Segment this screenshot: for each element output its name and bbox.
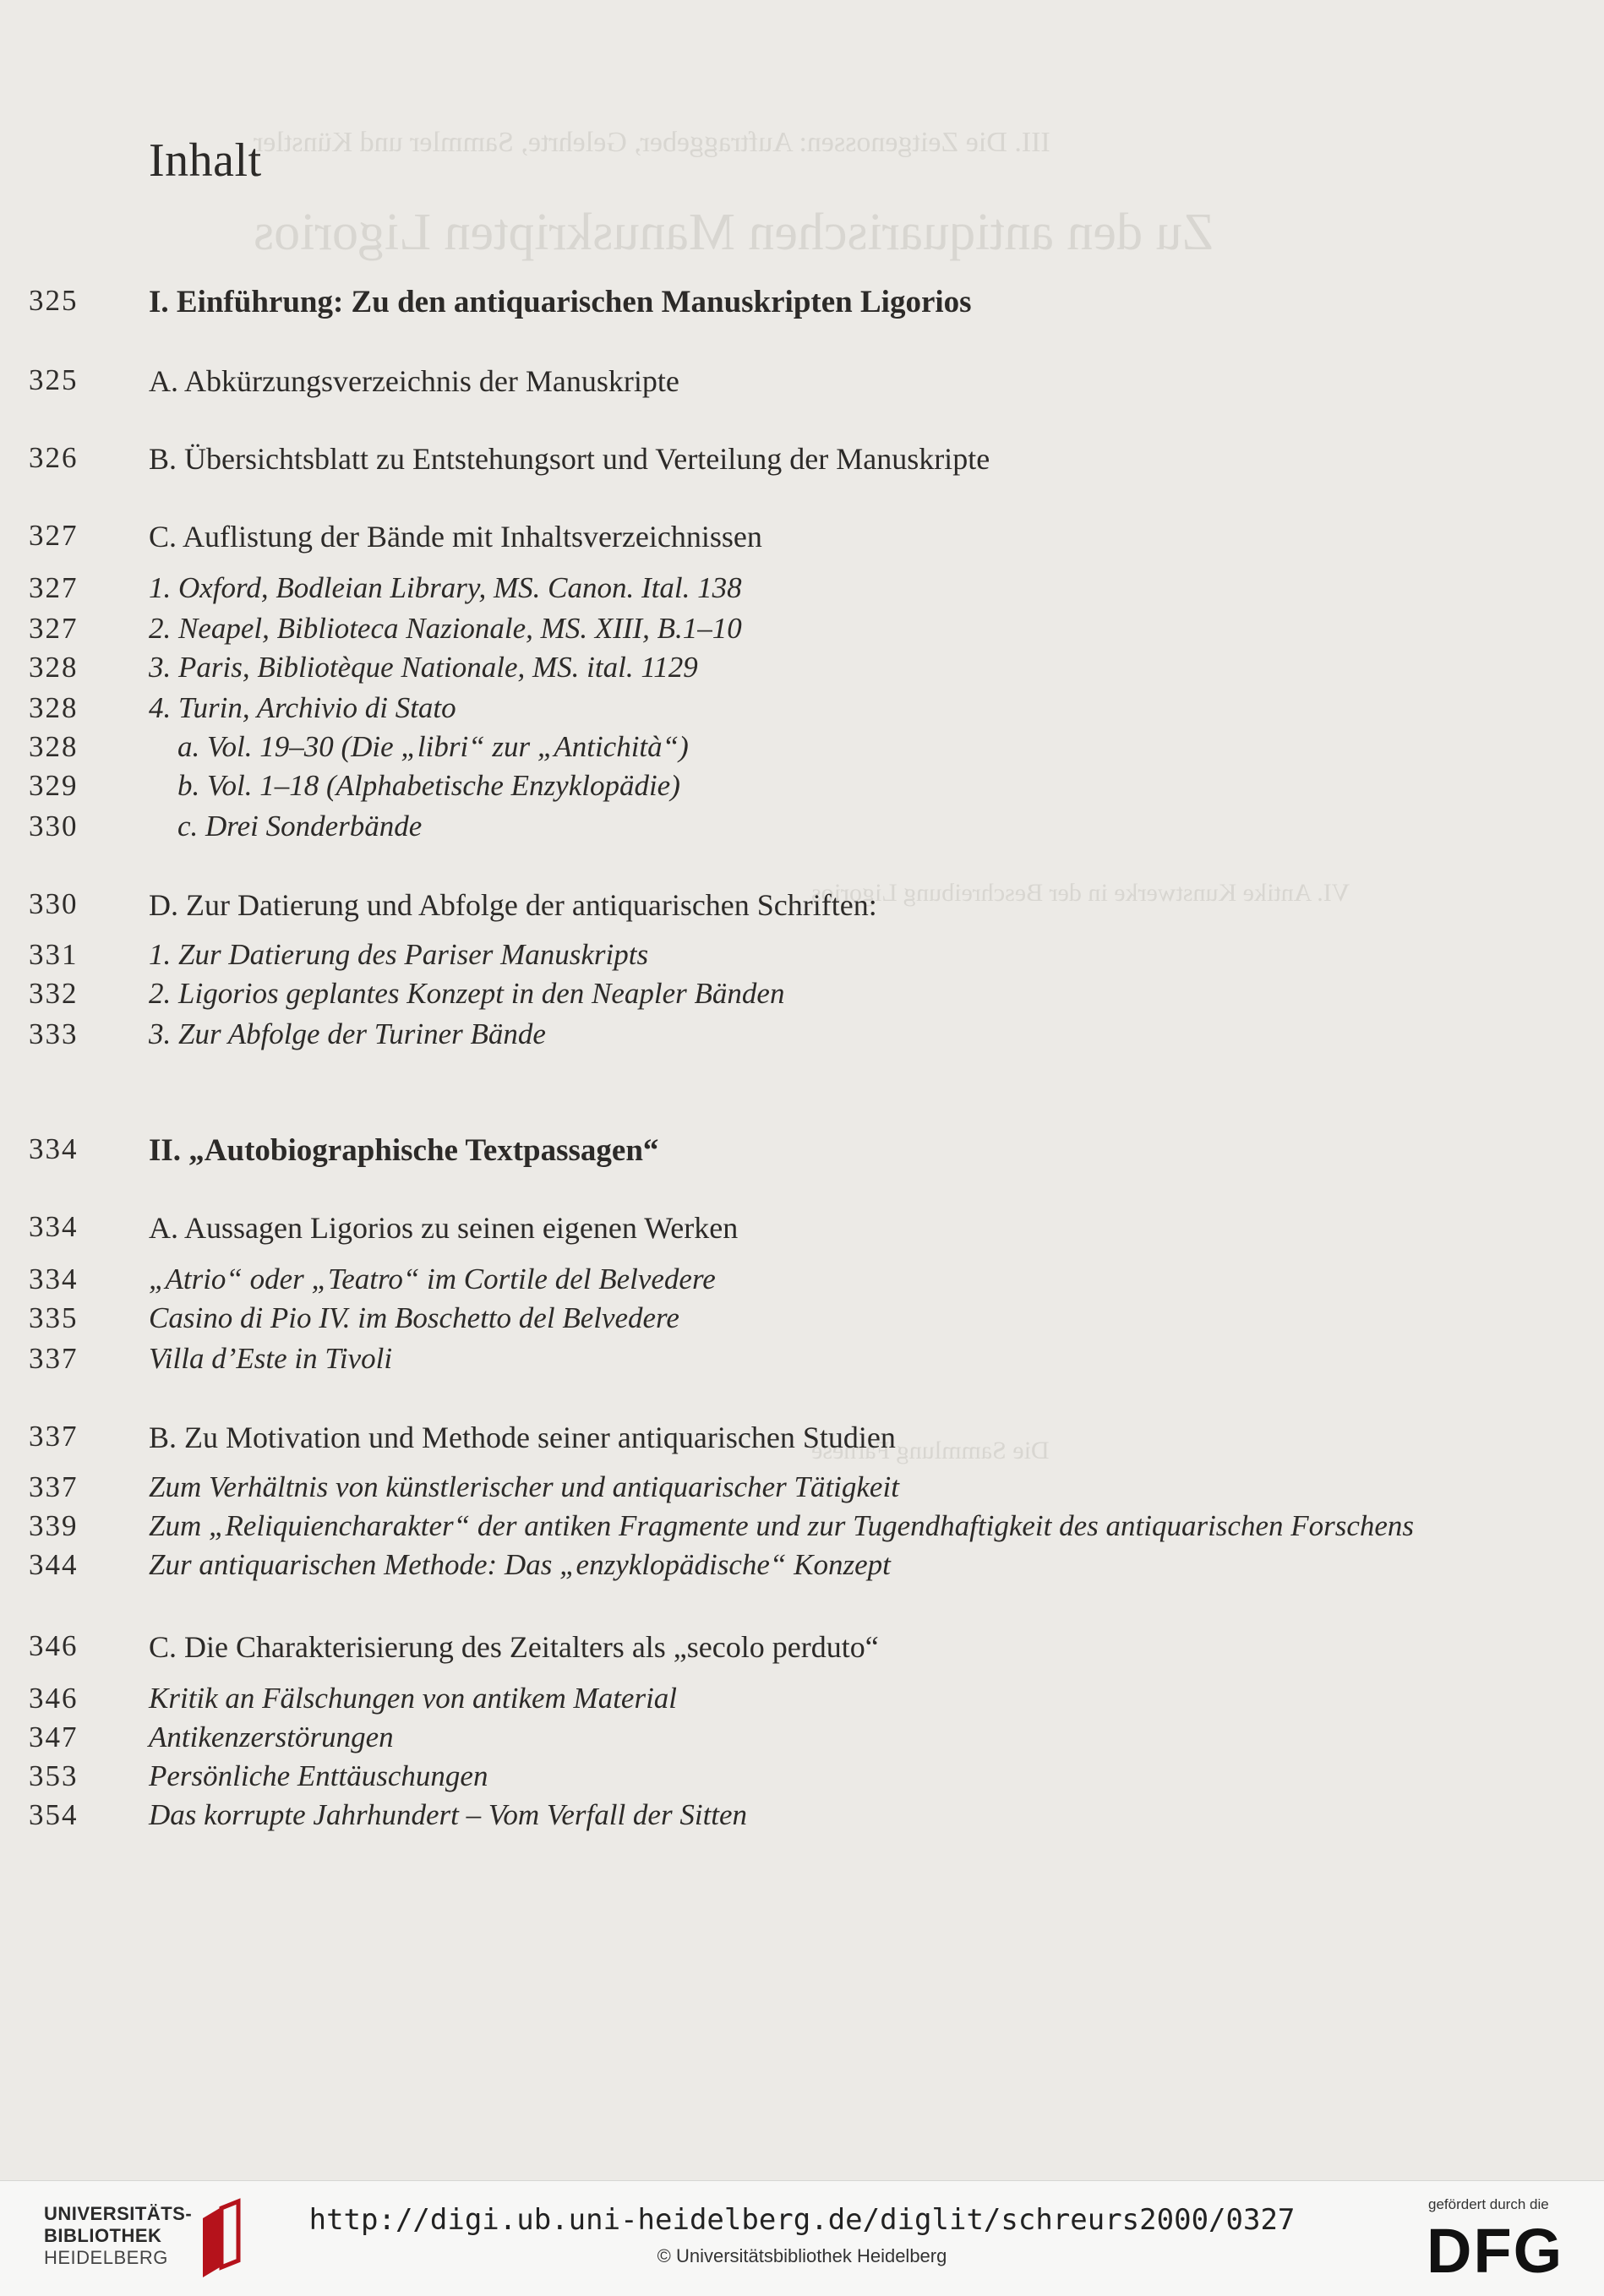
toc-entry [0, 441, 1604, 478]
toc-entry [0, 1759, 1604, 1797]
toc-entry-title: 1. Zur Datierung des Pariser Manuskripts [149, 938, 649, 971]
toc-page-number: 335 [29, 1301, 79, 1334]
footer-bar [0, 2180, 1604, 2296]
dfg-logo [1427, 2222, 1579, 2277]
toc-entry-title: a. Vol. 19–30 (Die „libri“ zur „Antichità“) [177, 730, 689, 763]
toc-page-number: 330 [29, 810, 79, 843]
toc-entry-title: Zum „Reliquiencharakter“ der antiken Fragmente und zur Tugendhaftigkeit des antiquarischen Forschens [149, 1509, 1415, 1542]
toc-entry-title: Antikenzerstörungen [149, 1721, 394, 1753]
toc-page-number: 346 [29, 1629, 79, 1662]
toc-entry-title: Persönliche Enttäuschungen [149, 1759, 488, 1792]
toc-page-number: 327 [29, 612, 79, 645]
toc-entry [0, 363, 1604, 401]
toc-page-number: 334 [29, 1263, 79, 1295]
toc-entry [0, 1509, 1604, 1546]
funding-label: gefördert durch die [1428, 2196, 1549, 2212]
toc-entry-title: II. „Autobiographische Textpassagen“ [149, 1133, 659, 1168]
toc-entry [0, 1470, 1604, 1508]
toc-entry [0, 1210, 1604, 1247]
svg-text:DFG: DFG [1427, 2222, 1564, 2277]
toc-entry [0, 1721, 1604, 1758]
copyright-notice: © Universitätsbibliothek Heidelberg [657, 2245, 947, 2266]
toc-entry-title: Kritik an Fälschungen von antikem Material [149, 1682, 678, 1715]
toc-page-number: 346 [29, 1682, 79, 1715]
toc-page-number: 328 [29, 730, 79, 763]
toc-entry-title: A. Abkürzungsverzeichnis der Manuskripte [149, 364, 679, 398]
toc-entry-title: 2. Neapel, Biblioteca Nazionale, MS. XIII, B.1–10 [149, 612, 742, 645]
toc-page-number: 331 [29, 938, 79, 971]
toc-entry-title: 1. Oxford, Bodleian Library, MS. Canon. Ital. 138 [149, 571, 742, 604]
toc-entry [0, 1629, 1604, 1666]
toc-entry [0, 1301, 1604, 1339]
toc-page-number: 327 [29, 519, 79, 552]
toc-page-number: 337 [29, 1342, 79, 1375]
toc-page-number: 328 [29, 691, 79, 724]
toc-page-number: 326 [29, 441, 79, 474]
toc-page-number: 353 [29, 1759, 79, 1792]
toc-page-number: 325 [29, 363, 79, 396]
toc-entry [0, 769, 1604, 806]
toc-entry [0, 1798, 1604, 1835]
toc-entry-title: B. Übersichtsblatt zu Entstehungsort und Verteilung der Manuskripte [149, 442, 990, 476]
toc-entry-title: B. Zu Motivation und Methode seiner antiquarischen Studien [149, 1421, 896, 1454]
toc-page-number: 330 [29, 887, 79, 920]
toc-entry [0, 1420, 1604, 1457]
toc-entry [0, 1682, 1604, 1719]
toc-entry [0, 1263, 1604, 1300]
toc-entry [0, 810, 1604, 847]
toc-page-number: 328 [29, 651, 79, 684]
toc-entry [0, 1017, 1604, 1055]
toc-entry [0, 612, 1604, 649]
toc-entry-title: D. Zur Datierung und Abfolge der antiquarischen Schriften: [149, 888, 877, 922]
toc-entry-title: Das korrupte Jahrhundert – Vom Verfall der Sitten [149, 1798, 748, 1831]
page-title: Inhalt [149, 134, 262, 187]
toc-entry [0, 519, 1604, 556]
toc-entry-title: 3. Paris, Bibliotèque Nationale, MS. ital. 1129 [149, 651, 698, 684]
toc-page-number: 329 [29, 769, 79, 802]
toc-entry-title: 2. Ligorios geplantes Konzept in den Neapler Bänden [149, 977, 785, 1010]
toc-entry-title: Villa d’Este in Tivoli [149, 1342, 393, 1375]
toc-entry-title: I. Einführung: Zu den antiquarischen Manuskripten Ligorios [149, 285, 972, 319]
toc-entry [0, 887, 1604, 924]
toc-entry [0, 1548, 1604, 1585]
toc-entry-title: „Atrio“ oder „Teatro“ im Cortile del Belvedere [149, 1263, 716, 1295]
toc-entry [0, 730, 1604, 767]
toc-entry-title: Zum Verhältnis von künstlerischer und antiquarischer Tätigkeit [149, 1470, 899, 1503]
toc-entry-title: C. Die Charakterisierung des Zeitalters als „secolo perduto“ [149, 1630, 879, 1664]
toc-page-number: 327 [29, 571, 79, 604]
toc-entry [0, 651, 1604, 688]
toc-entry-title: 4. Turin, Archivio di Stato [149, 691, 456, 724]
toc-entry-title: 3. Zur Abfolge der Turiner Bände [149, 1017, 546, 1050]
toc-page-number: 354 [29, 1798, 79, 1831]
bleed-through-heading: Zu den antiquarischen Manuskripten Ligorios [254, 204, 1214, 261]
toc-entry-title: c. Drei Sonderbände [177, 810, 423, 843]
toc-entry-title: b. Vol. 1–18 (Alphabetische Enzyklopädie) [177, 769, 680, 802]
toc-entry-title: Casino di Pio IV. im Boschetto del Belvedere [149, 1301, 679, 1334]
library-name-line3: HEIDELBERG [44, 2247, 168, 2268]
toc-page-number: 334 [29, 1132, 79, 1165]
bleed-through-text: III. Die Zeitgenossen: Auftraggeber, Gelehrte, Sammler und Künstler [254, 127, 1050, 158]
toc-entry [0, 1132, 1604, 1170]
library-name-line1: UNIVERSITÄTS- [44, 2203, 193, 2224]
library-name-line2: BIBLIOTHEK [44, 2225, 162, 2246]
toc-page-number: 337 [29, 1420, 79, 1453]
toc-entry [0, 977, 1604, 1014]
permalink-url[interactable]: http://digi.ub.uni-heidelberg.de/diglit/schreurs2000/0327 [308, 2203, 1296, 2237]
toc-page-number: 337 [29, 1470, 79, 1503]
toc-page-number: 333 [29, 1017, 79, 1050]
toc-entry [0, 691, 1604, 728]
toc-page-number: 334 [29, 1210, 79, 1243]
toc-entry-title: Zur antiquarischen Methode: Das „enzyklopädische“ Konzept [149, 1548, 891, 1581]
toc-entry [0, 284, 1604, 321]
toc-entry-title: A. Aussagen Ligorios zu seinen eigenen Werken [149, 1211, 739, 1245]
toc-entry [0, 1342, 1604, 1379]
toc-page-number: 347 [29, 1721, 79, 1753]
bleed-through-text: VI. Antike Kunstwerke in der Beschreibung Ligorios [811, 879, 1350, 907]
toc-page-number: 339 [29, 1509, 79, 1542]
toc-entry-title: C. Auflistung der Bände mit Inhaltsverzeichnissen [149, 520, 762, 554]
bleed-through-text: Die Sammlung Farnese [811, 1437, 1050, 1464]
toc-entry [0, 571, 1604, 608]
toc-entry [0, 938, 1604, 975]
toc-page-number: 325 [29, 284, 79, 317]
toc-page-number: 332 [29, 977, 79, 1010]
toc-page-number: 344 [29, 1548, 79, 1581]
